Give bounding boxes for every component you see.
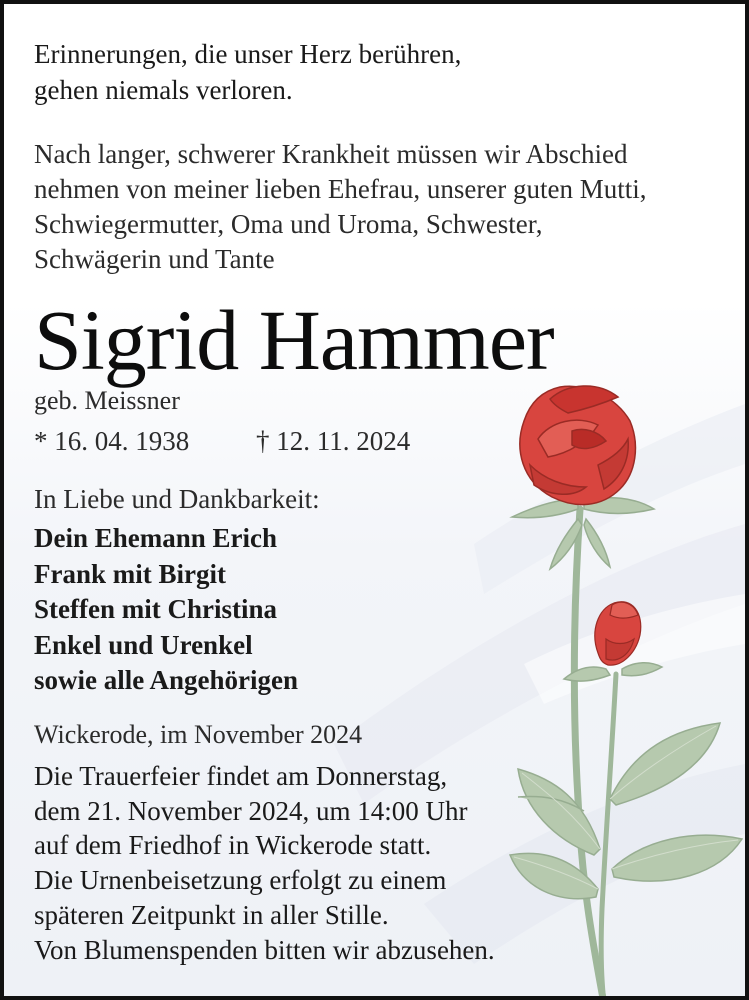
mourners-heading: In Liebe und Dankbarkeit: bbox=[34, 484, 320, 514]
funeral-details bbox=[34, 759, 495, 967]
intro-line: Nach langer, schwerer Krankheit müssen wir Abschied bbox=[34, 139, 628, 169]
intro-line: Schwiegermutter, Oma und Uroma, Schwester, bbox=[34, 209, 543, 239]
intro-line: Schwägerin und Tante bbox=[34, 244, 275, 274]
funeral-line: auf dem Friedhof in Wickerode statt. bbox=[34, 830, 432, 861]
mourner-name: Frank mit Birgit bbox=[34, 558, 226, 589]
deceased-name: Sigrid Hammer bbox=[34, 292, 554, 388]
funeral-line: späteren Zeitpunkt in aller Stille. bbox=[34, 899, 389, 930]
mourners-list bbox=[34, 521, 298, 699]
mourner-name: Enkel und Urenkel bbox=[34, 629, 253, 660]
quote-line: gehen niemals verloren. bbox=[34, 75, 293, 105]
intro-text bbox=[34, 137, 647, 277]
funeral-line: Von Blumenspenden bitten wir abzusehen. bbox=[34, 934, 495, 965]
mourner-name: sowie alle Angehörigen bbox=[34, 665, 298, 695]
birth-name: geb. Meissner bbox=[34, 386, 180, 415]
funeral-line: dem 21. November 2024, um 14:00 Uhr bbox=[34, 795, 468, 826]
rose-illustration-icon bbox=[494, 369, 749, 1000]
intro-line: nehmen von meiner lieben Ehefrau, unserer guten Mutti, bbox=[34, 174, 647, 204]
mourner-name: Steffen mit Christina bbox=[34, 594, 277, 624]
birth-date: * 16. 04. 1938 bbox=[34, 426, 190, 456]
opening-quote bbox=[34, 36, 461, 108]
funeral-line: Die Trauerfeier findet am Donnerstag, bbox=[34, 761, 448, 791]
funeral-line: Die Urnenbeisetzung erfolgt zu einem bbox=[34, 865, 447, 896]
mourner-name: Dein Ehemann Erich bbox=[34, 523, 278, 553]
place-and-date: Wickerode, im November 2024 bbox=[34, 720, 363, 749]
death-date: † 12. 11. 2024 bbox=[256, 426, 411, 456]
quote-line: Erinnerungen, die unser Herz berühren, bbox=[34, 39, 462, 69]
